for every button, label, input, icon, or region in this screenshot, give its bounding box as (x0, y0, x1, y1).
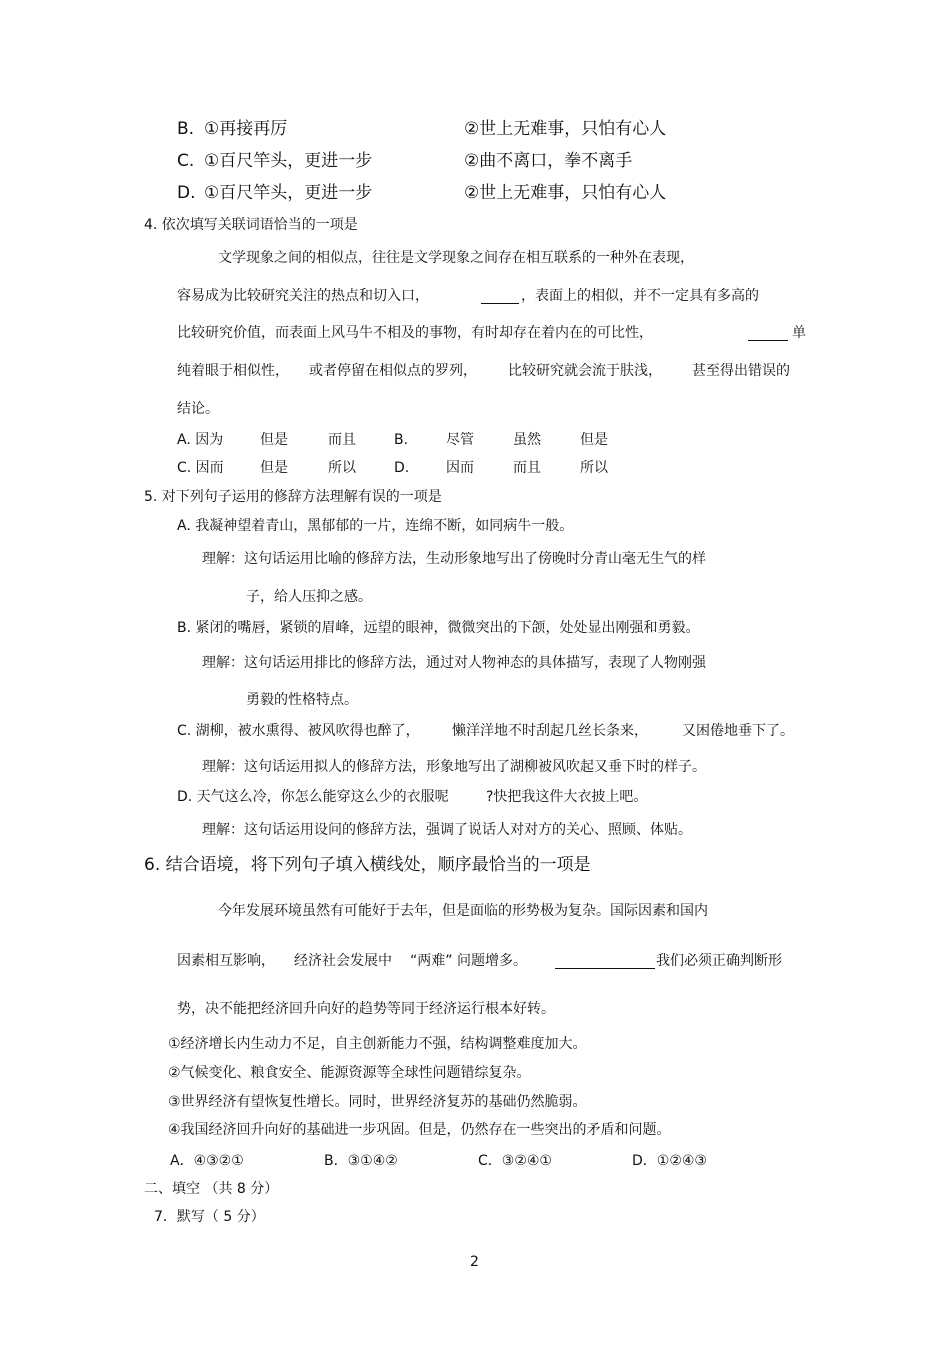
q6-item: ②气候变化、粮食安全、能源资源等全球性问题错综复杂。 (168, 1065, 531, 1081)
option-text: C. 因而 (177, 460, 224, 476)
q4-passage-line: ，表面上的相似，并不一定具有多高的 (521, 288, 759, 304)
option-text: B．③①④② (324, 1153, 398, 1169)
q6-item: ④我国经济回升向好的基础进一步巩固。但是，仍然存在一些突出的矛盾和问题。 (168, 1122, 671, 1138)
option-second: ②曲不离口，拳不离手 (464, 151, 633, 171)
option-text: 因而 (446, 460, 474, 476)
option-text: 虽然 (513, 432, 541, 448)
page-number: 2 (470, 1254, 479, 1270)
option-label: D. (177, 183, 196, 203)
q5-explanation: 理解：这句话运用排比的修辞方法，通过对人物神态的具体描写，表现了人物刚强 (202, 655, 706, 671)
sentence-part: ?快把我这件大衣披上吧。 (486, 789, 648, 805)
option-second: ②世上无难事，只怕有心人 (464, 119, 667, 139)
section-heading: 二、填空 （共 8 分） (144, 1181, 279, 1197)
q5-explanation: 理解：这句话运用拟人的修辞方法，形象地写出了湖柳被风吹起又垂下时的样子。 (202, 759, 706, 775)
q6-stem: 6. 结合语境，将下列句子填入横线处，顺序最恰当的一项是 (144, 855, 591, 875)
q5-explanation: 理解：这句话运用设问的修辞方法，强调了说话人对对方的关心、照顾、体贴。 (202, 822, 692, 838)
sentence-part: C. 湖柳，被水熏得、被风吹得也醉了， (177, 723, 420, 739)
q4-passage-line: 比较研究价值，而表面上风马牛不相及的事物，有时却存在着内在的可比性， (177, 325, 653, 341)
option-text: C．③②④① (478, 1153, 552, 1169)
option-text: D. (394, 460, 410, 476)
q7-stem: 7．默写（ 5 分） (154, 1209, 265, 1225)
sentence-part: D. 天气这么冷，你怎么能穿这么少的衣服呢 (177, 789, 449, 805)
q6-passage-part: 经济社会发展中 (294, 953, 392, 969)
q5-stem: 5. 对下列句子运用的修辞方法理解有误的一项是 (144, 489, 442, 505)
q5-option-a: A. 我凝神望着青山，黑郁郁的一片，连绵不断，如同病牛一般。 (177, 518, 574, 534)
q5-explanation: 理解：这句话运用比喻的修辞方法，生动形象地写出了傍晚时分青山毫无生气的样 (202, 551, 706, 567)
q4-passage-line: 或者停留在相似点的罗列， (309, 363, 477, 379)
fill-blank (481, 303, 519, 304)
option-text: 而且 (328, 432, 356, 448)
q5-explanation: 勇毅的性格特点。 (246, 692, 358, 708)
option-text: 所以 (580, 460, 608, 476)
sentence-part: 又困倦地垂下了。 (682, 723, 794, 739)
option-text: D．①②④③ (632, 1153, 707, 1169)
option-first: ①再接再厉 (204, 119, 288, 139)
q4-passage-line: 文学现象之间的相似点，往往是文学现象之间存在相互联系的一种外在表现， (218, 250, 694, 266)
option-text: 而且 (513, 460, 541, 476)
option-text: 但是 (260, 432, 288, 448)
option-text: B. (394, 432, 409, 448)
q4-passage-line: 单 (792, 325, 806, 341)
q6-passage-line: 势，决不能把经济回升向好的趋势等同于经济运行根本好转。 (177, 1001, 555, 1017)
option-text: 所以 (328, 460, 356, 476)
q5-option-b: B. 紧闭的嘴唇，紧锁的眉峰，远望的眼神，微微突出的下颌，处处显出刚强和勇毅。 (177, 620, 700, 636)
option-text: A．④③②① (170, 1153, 244, 1169)
option-first: ①百尺竿头，更进一步 (204, 151, 373, 171)
q4-stem: 4. 依次填写关联词语恰当的一项是 (144, 217, 358, 233)
q4-passage-line: 容易成为比较研究关注的热点和切入口， (177, 288, 429, 304)
fill-blank (748, 340, 788, 341)
option-text: 但是 (580, 432, 608, 448)
q4-passage-line: 结论。 (177, 401, 219, 417)
option-text: 尽管 (446, 432, 474, 448)
q6-passage-line: 今年发展环境虽然有可能好于去年，但是面临的形势极为复杂。国际因素和国内 (218, 903, 708, 919)
q6-passage-part: 因素相互影响， (177, 953, 275, 969)
fill-blank (555, 968, 655, 969)
q6-passage-part: 我们必须正确判断形 (656, 953, 782, 969)
q6-item: ③世界经济有望恢复性增长。同时，世界经济复苏的基础仍然脆弱。 (168, 1094, 587, 1110)
q6-item: ①经济增长内生动力不足，自主创新能力不强，结构调整难度加大。 (168, 1036, 587, 1052)
q5-explanation: 子，给人压抑之感。 (246, 589, 372, 605)
option-label: C. (177, 151, 195, 171)
sentence-part: 懒洋洋地不时刮起几丝长条来， (452, 723, 648, 739)
q4-passage-line: 纯着眼于相似性， (177, 363, 289, 379)
option-text: A. 因为 (177, 432, 224, 448)
q4-passage-line: 比较研究就会流于肤浅， (508, 363, 662, 379)
option-text: 但是 (260, 460, 288, 476)
option-first: ①百尺竿头，更进一步 (204, 183, 373, 203)
q6-passage-part: “两难” 问题增多。 (410, 953, 527, 969)
option-label: B. (177, 119, 195, 139)
q4-passage-line: 甚至得出错误的 (692, 363, 790, 379)
option-second: ②世上无难事，只怕有心人 (464, 183, 667, 203)
